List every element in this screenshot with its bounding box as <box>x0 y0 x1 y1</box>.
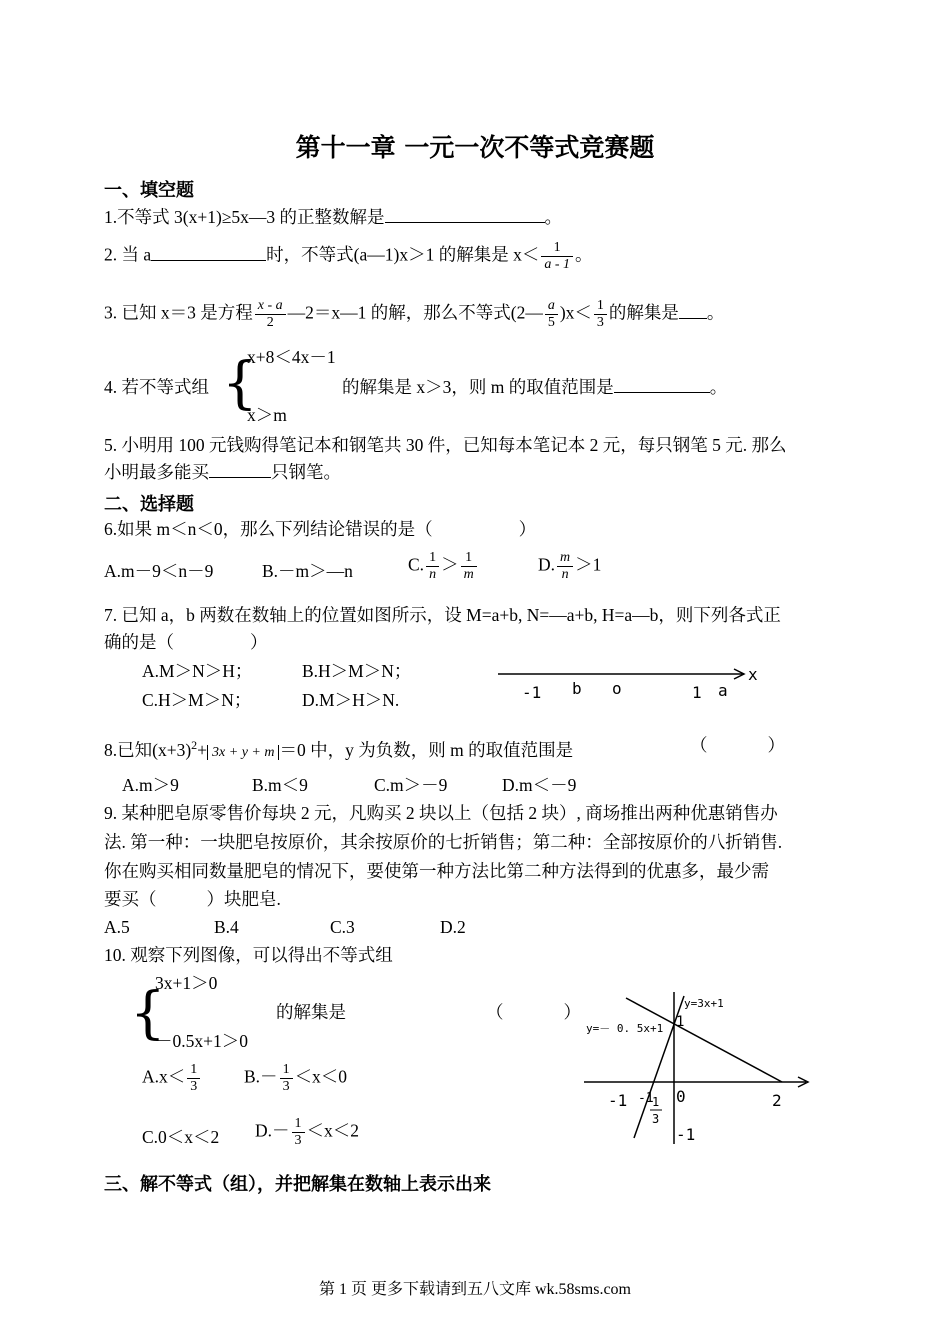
q7-close: ） <box>250 632 268 652</box>
q10-label-m1: -1 <box>608 1091 628 1110</box>
q2-blank <box>151 244 266 261</box>
q4-line-2: x＞m <box>247 405 287 425</box>
q7-label-m1: -1 <box>522 683 542 702</box>
q7-label-a: a <box>718 681 728 700</box>
q10-d-frac <box>292 1116 305 1149</box>
q2-end: 。 <box>575 244 593 265</box>
q3-f1-den: 2 <box>266 315 274 330</box>
q10-option-b <box>244 1062 347 1095</box>
q7-label-b: b <box>572 679 582 698</box>
q10-a-frac <box>187 1062 200 1095</box>
q3-part-b: —2＝x—1 的解，那么不等式(2— <box>287 302 543 323</box>
q10-brace: { <box>130 981 166 1046</box>
q10-line-1: 10. 观察下列图像，可以得出不等式组 <box>104 945 393 965</box>
q8-option-d: D.m＜－9 <box>502 775 577 795</box>
q6-c-frac-2 <box>461 550 477 583</box>
q7-axis-x: x <box>748 665 758 684</box>
q6-text: 6.如果 m＜n＜0，那么下列结论错误的是（ <box>104 519 433 539</box>
q4-line-1: x+8＜4x－1 <box>247 347 336 367</box>
section-heading-choice: 二、选择题 <box>104 494 194 515</box>
q10-b-num: 1 <box>280 1062 293 1079</box>
q10-label-two: 2 <box>772 1091 782 1110</box>
q4-lead: 4. 若不等式组 <box>104 377 209 397</box>
q4-blank <box>614 376 710 393</box>
q4-brace: { <box>222 351 258 416</box>
q10-paren <box>486 1001 581 1023</box>
q8-option-c: C.m＞－9 <box>374 775 448 795</box>
q10-label-frac-den: 3 <box>652 1112 660 1126</box>
q3-part-a: 3. 已知 x＝3 是方程 <box>104 302 253 323</box>
q10-a-num: 1 <box>187 1062 200 1079</box>
q3-f3-num: 1 <box>594 298 607 315</box>
q10-open: （ <box>486 1002 504 1022</box>
q8-paren <box>690 734 785 756</box>
q7-number-line <box>492 660 772 706</box>
q6-c-frac-1 <box>426 550 439 583</box>
q6-c-label: C. <box>408 554 425 575</box>
q10-option-c: C.0＜x＜2 <box>142 1127 220 1147</box>
q10-sys-line-1: 3x+1＞0 <box>155 973 218 993</box>
q9-option-a: A.5 <box>104 917 130 937</box>
q8-open: （ <box>690 735 708 755</box>
question-2 <box>104 240 593 273</box>
q3-f3-den: 3 <box>596 315 604 330</box>
q8-option-b: B.m＜9 <box>252 775 308 795</box>
q7-label-o: o <box>612 679 622 698</box>
q10-function-graph <box>582 988 818 1148</box>
q9-option-c: C.3 <box>330 917 355 937</box>
q5-text-b: 只钢笔。 <box>271 462 341 482</box>
q6-d-num: m <box>557 550 573 567</box>
q10-close: ） <box>563 1002 581 1022</box>
q4-tail <box>342 376 727 398</box>
q10-a-label: A.x＜ <box>142 1066 186 1087</box>
q10-d-num: 1 <box>292 1116 305 1133</box>
q8-exponent: 2 <box>191 738 198 752</box>
q10-label-y-m1: -1 <box>676 1125 696 1144</box>
section-heading-solve: 三、解不等式（组），并把解集在数轴上表示出来 <box>104 1174 491 1195</box>
q10-label-neg: -1 <box>638 1091 654 1106</box>
q7-option-d: D.M＞H＞N. <box>302 690 400 710</box>
q5-line-1: 5. 小明用 100 元钱购得笔记本和钢笔共 30 件，已知每本笔记本 2 元，每只钢笔 5 元. 那么 <box>104 435 787 455</box>
q9-option-d: D.2 <box>440 917 466 937</box>
q6-c-f2-den: m <box>463 567 474 582</box>
q6-d-frac <box>557 550 573 583</box>
q6-option-b: B.－m＞—n <box>262 561 353 581</box>
q10-d-den: 3 <box>294 1133 302 1148</box>
q3-f1-num: x - a <box>255 298 286 315</box>
page-footer: 第 1 页 更多下载请到五八文库 wk.58sms.com <box>318 1281 631 1298</box>
q6-option-a: A.m－9＜n－9 <box>104 561 214 581</box>
q6-option-c <box>408 550 479 583</box>
q3-part-c: )x＜ <box>559 302 592 323</box>
q3-f2-den: 5 <box>547 315 555 330</box>
q2-part-b: 时，不等式(a—1)x＞1 的解集是 x＜ <box>266 244 540 265</box>
q7-line-2 <box>104 631 268 653</box>
q10-option-d <box>255 1116 359 1149</box>
q2-frac-den: a - 1 <box>544 257 570 272</box>
q3-f2-num: a <box>545 298 558 315</box>
q6-c-f2-num: 1 <box>461 550 477 567</box>
q10-d-label: D.－ <box>255 1120 290 1141</box>
q9-text-b: ）块肥皂. <box>206 889 281 909</box>
q10-label-line1: y=3x+1 <box>684 997 724 1010</box>
q1-text: 1.不等式 3(x+1)≥5x—3 的正整数解是 <box>104 207 385 227</box>
question-1 <box>104 206 562 228</box>
q6-c-gt: ＞ <box>441 554 459 575</box>
q9-option-b: B.4 <box>214 917 239 937</box>
q5-blank <box>209 461 271 478</box>
q7-option-b: B.H＞M＞N； <box>302 661 412 681</box>
q10-b-tail: ＜x＜0 <box>294 1066 348 1087</box>
q10-label-one: 1 <box>676 1014 685 1030</box>
q10-d-tail: ＜x＜2 <box>306 1120 360 1141</box>
q1-end: 。 <box>544 207 563 227</box>
q3-fraction-2 <box>545 298 558 331</box>
q10-b-den: 3 <box>282 1079 290 1094</box>
q4-end: 。 <box>709 377 728 397</box>
page-title: 第十一章 一元一次不等式竞赛题 <box>295 133 655 162</box>
q10-line-neg-half <box>626 998 782 1082</box>
q1-blank <box>385 206 545 223</box>
q8-text-a: 8.已知(x+3) <box>104 739 192 760</box>
q8-option-a: A.m＞9 <box>122 775 179 795</box>
q5-text-a: 小明最多能买 <box>104 462 209 482</box>
q6-d-label: D. <box>538 554 556 575</box>
q7-option-c: C.H＞M＞N； <box>142 690 252 710</box>
q10-tail: 的解集是 <box>276 1002 346 1022</box>
q10-label-line2: y=－ 0. 5x+1 <box>586 1022 664 1035</box>
q10-a-den: 3 <box>190 1079 198 1094</box>
q3-end: 。 <box>706 302 725 323</box>
q9-line-3: 你在购买相同数量肥皂的情况下，要使第一种方法比第二种方法得到的优惠多，最少需 <box>104 861 769 881</box>
q6-c-f1-den: n <box>429 567 437 582</box>
q10-label-frac-num: 1 <box>652 1095 660 1109</box>
q10-option-a <box>142 1062 202 1095</box>
question-3 <box>104 298 724 331</box>
q8-stem <box>104 734 573 764</box>
q2-fraction <box>541 240 573 273</box>
q2-part-a: 2. 当 a <box>104 244 152 265</box>
q6-d-gt: ＞1 <box>575 554 602 575</box>
q9-line-4 <box>104 888 281 910</box>
q9-line-2: 法. 第一种：一块肥皂按原价，其余按原价的七折销售；第二种：全部按原价的八折销售. <box>104 832 783 852</box>
q6-stem <box>104 518 536 540</box>
q3-fraction-1 <box>255 298 286 331</box>
q8-plus: + <box>197 739 208 760</box>
q3-blank <box>679 302 707 319</box>
q9-line-1: 9. 某种肥皂原零售价每块 2 元，凡购买 2 块以上（包括 2 块）, 商场推出两种优惠销售办 <box>104 803 778 823</box>
q3-part-d: 的解集是 <box>608 302 679 323</box>
q8-close: ） <box>767 735 785 755</box>
q6-close: ） <box>518 519 537 539</box>
q3-fraction-3 <box>594 298 607 331</box>
q8-text-c: ＝0 中，y 为负数，则 m 的取值范围是 <box>279 739 574 760</box>
q10-label-zero: 0 <box>676 1087 686 1106</box>
q4-tail-text: 的解集是 x＞3，则 m 的取值范围是 <box>342 377 614 397</box>
q7-text: 确的是（ <box>104 632 174 652</box>
q10-b-label: B.－ <box>244 1066 278 1087</box>
q7-line-1: 7. 已知 a，b 两数在数轴上的位置如图所示，设 M=a+b, N=—a+b, H=a—b，则下列各式正 <box>104 605 781 625</box>
q9-text-a: 要买（ <box>104 889 157 909</box>
q10-b-frac <box>280 1062 293 1095</box>
q7-option-a: A.M＞N＞H； <box>142 661 253 681</box>
q2-frac-num: 1 <box>541 240 573 257</box>
q6-option-d <box>538 550 601 583</box>
q10-sys-line-2: －0.5x+1＞0 <box>155 1031 248 1051</box>
q8-absolute-value: 3x + y + m <box>207 745 279 760</box>
q7-label-1: 1 <box>692 683 702 702</box>
q6-c-f1-num: 1 <box>426 550 439 567</box>
q5-line-2 <box>104 461 341 483</box>
q6-d-den: n <box>561 567 569 582</box>
section-heading-fill-in: 一、填空题 <box>104 180 194 201</box>
